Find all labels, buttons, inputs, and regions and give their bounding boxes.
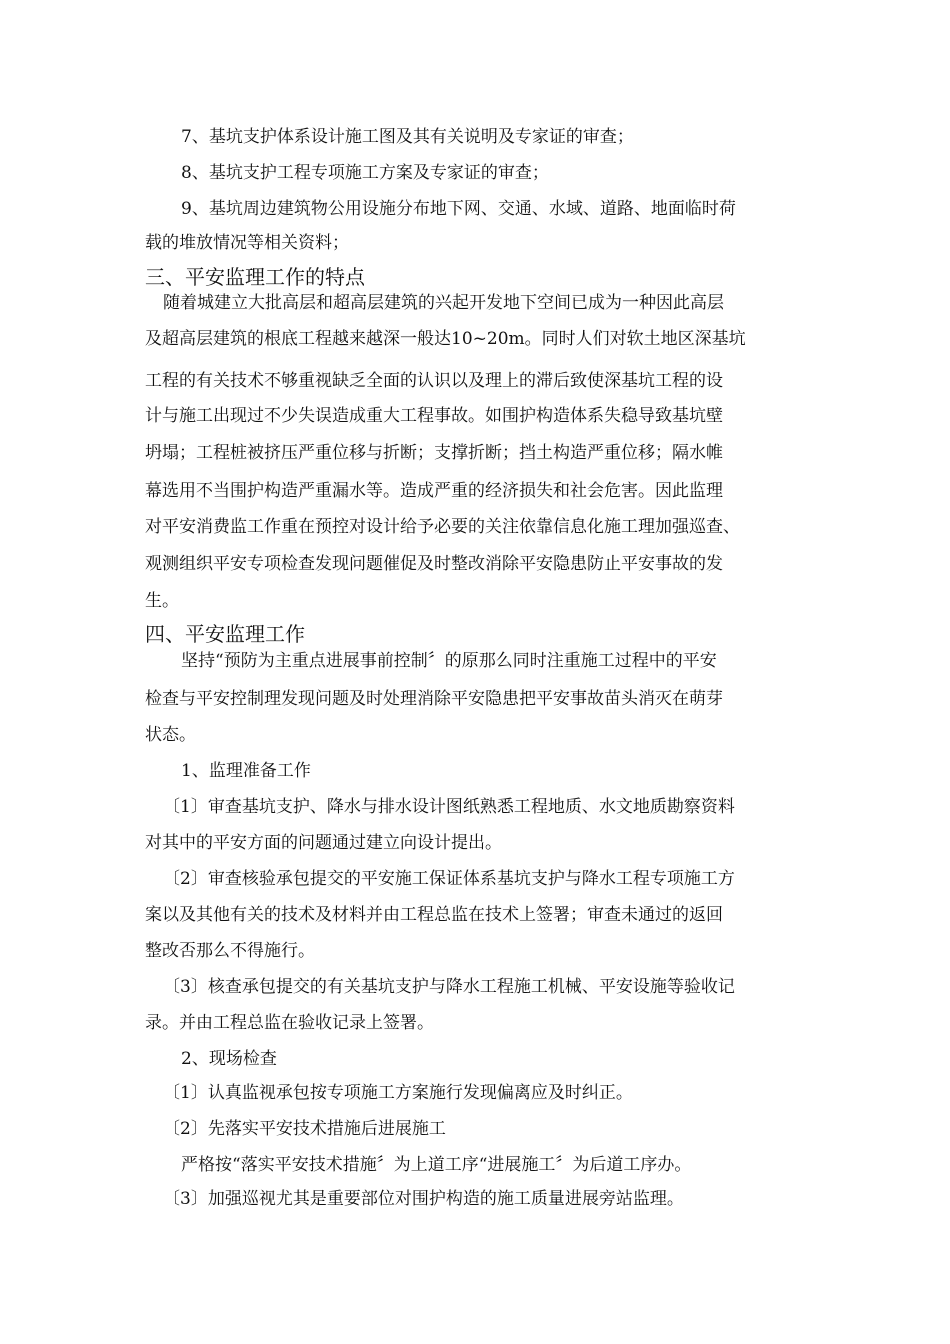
list-item-9-line-2: 载的堆放情况等相关资料； [145, 233, 349, 253]
paragraph-line: 生。 [145, 591, 179, 611]
paragraph-line: 坍塌；工程桩被挤压严重位移与折断；支撑折断；挡土构造严重位移；隔水帷 [145, 443, 723, 463]
list-item: 〔2〕先落实平安技术措施后进展施工 [163, 1119, 446, 1139]
list-item: 案以及其他有关的技术及材料并由工程总监在技术上签署；审查未通过的返回 [145, 905, 723, 925]
paragraph-line: 及超高层建筑的根底工程越来越深一般达10~20m。同时人们对软土地区深基坑 [145, 329, 746, 349]
paragraph-line: 对平安消费监工作重在预控对设计给予必要的关注依靠信息化施工理加强巡查、 [145, 517, 740, 537]
list-item: 〔1〕认真监视承包按专项施工方案施行发现偏离应及时纠正。 [163, 1083, 633, 1103]
list-item: 〔3〕核查承包提交的有关基坑支护与降水工程施工机械、平安设施等验收记 [163, 977, 735, 997]
paragraph-line: 工程的有关技术不够重视缺乏全面的认识以及理上的滞后致使深基坑工程的设 [145, 371, 723, 391]
list-item: 录。并由工程总监在验收记录上签署。 [145, 1013, 434, 1033]
list-item-7: 7、基坑支护体系设计施工图及其有关说明及专家证的审查； [181, 127, 634, 147]
subsection-title-1: 1、监理准备工作 [181, 761, 311, 781]
paragraph-line: 观测组织平安专项检查发现问题催促及时整改消除平安隐患防止平安事故的发 [145, 554, 723, 574]
subsection-title-2: 2、现场检查 [181, 1049, 277, 1069]
list-item: 〔1〕审查基坑支护、降水与排水设计图纸熟悉工程地质、水文地质勘察资料 [163, 797, 735, 817]
list-item: 整改否那么不得施行。 [145, 941, 315, 961]
section-heading-3: 三、平安监理工作的特点 [145, 265, 365, 289]
paragraph-line: 随着城建立大批高层和超高层建筑的兴起开发地下空间已成为一种因此高层 [163, 293, 724, 313]
list-item: 对其中的平安方面的问题通过建立向设计提出。 [145, 833, 502, 853]
paragraph-line: 幕选用不当围护构造严重漏水等。造成严重的经济损失和社会危害。因此监理 [145, 481, 723, 501]
paragraph-line: 状态。 [145, 725, 196, 745]
section-heading-4: 四、平安监理工作 [145, 622, 305, 646]
list-item: 〔3〕加强巡视尤其是重要部位对围护构造的施工质量进展旁站监理。 [163, 1189, 684, 1209]
list-item: 〔2〕审查核验承包提交的平安施工保证体系基坑支护与降水工程专项施工方 [163, 869, 735, 889]
list-item-8: 8、基坑支护工程专项施工方案及专家证的审查； [181, 163, 549, 183]
paragraph-line: 计与施工出现过不少失误造成重大工程事故。如围护构造体系失稳导致基坑壁 [145, 406, 723, 426]
paragraph-line: 检查与平安控制理发现问题及时处理消除平安隐患把平安事故苗头消灭在萌芽 [145, 689, 723, 709]
paragraph-line: 坚持“预防为主重点进展事前控制〞的原那么同时注重施工过程中的平安 [181, 651, 717, 671]
list-item: 严格按“落实平安技术措施〞为上道工序“进展施工〞为后道工序办。 [181, 1155, 692, 1175]
list-item-9-line-1: 9、基坑周边建筑物公用设施分布地下网、交通、水域、道路、地面临时荷 [181, 199, 736, 219]
